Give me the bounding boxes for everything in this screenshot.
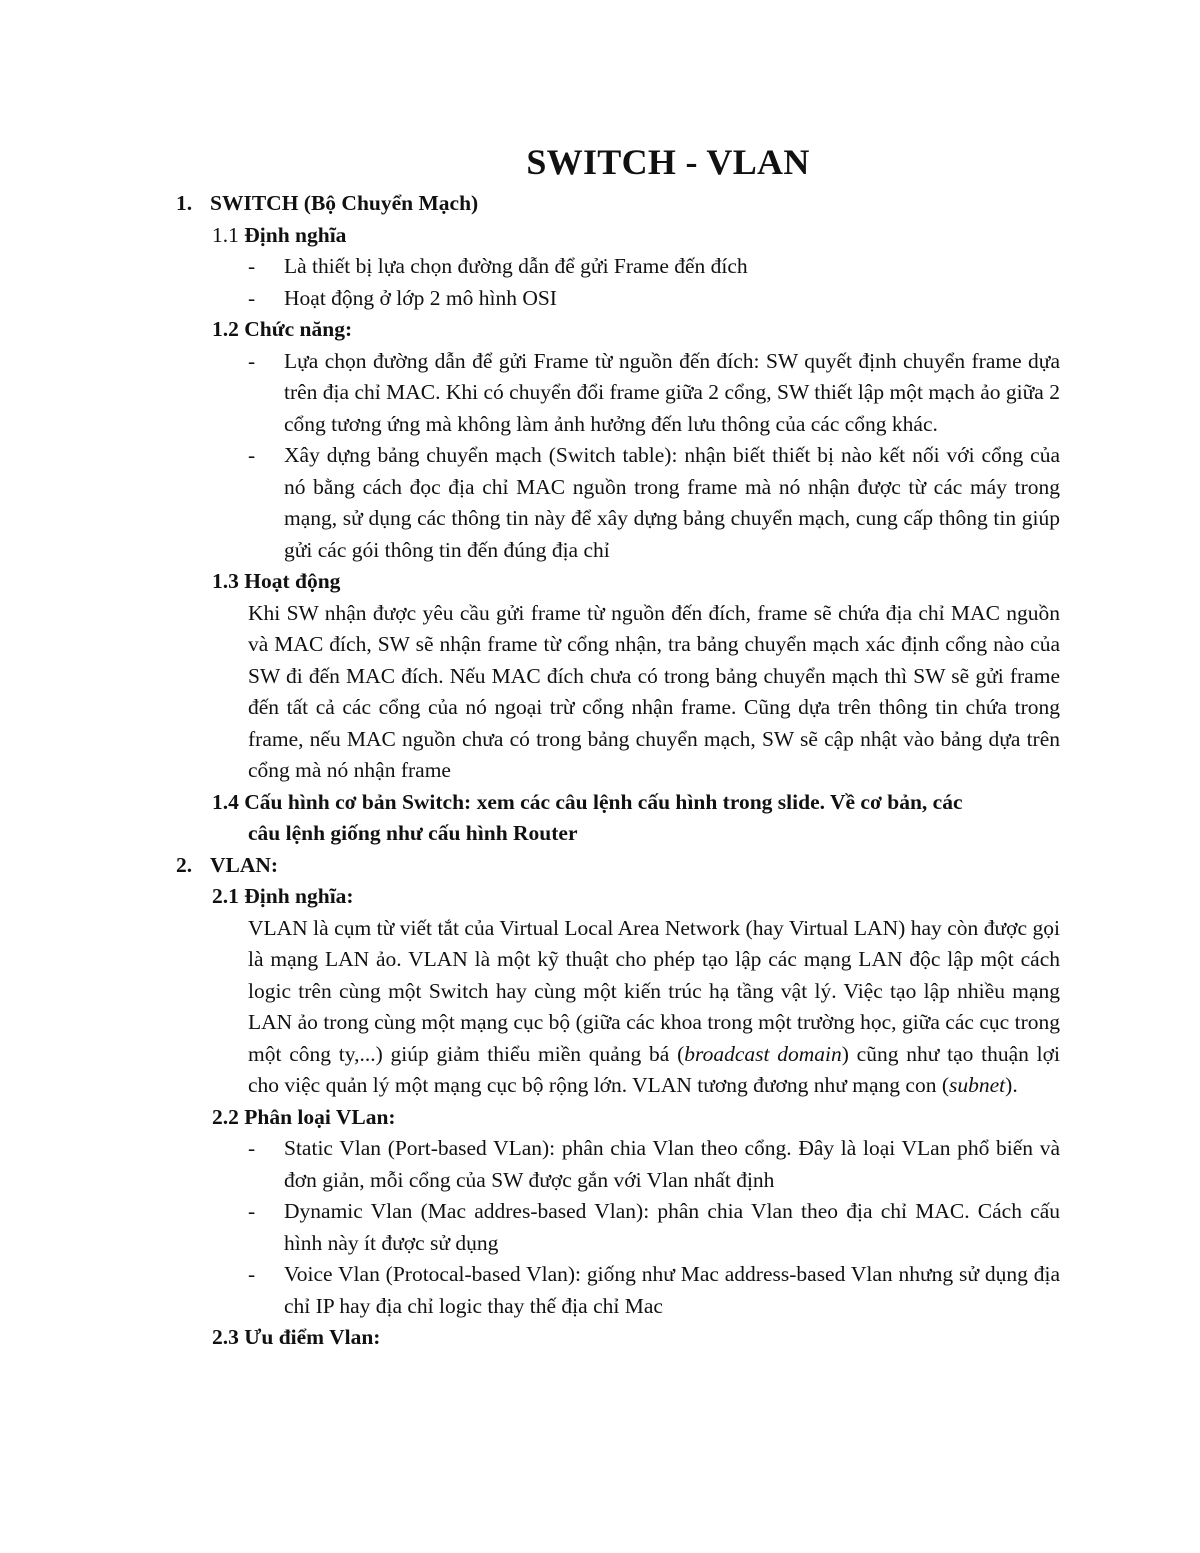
subsection-2-2-title: 2.2 Phân loại VLan:	[212, 1104, 396, 1129]
subsection-2-1-heading	[0, 881, 1200, 913]
list-item	[0, 283, 1060, 315]
subsection-1-2-heading	[0, 314, 1200, 346]
section-2-number: 2.	[176, 852, 193, 877]
list-item-text: Hoạt động ở lớp 2 mô hình OSI	[284, 285, 557, 310]
list-item-text: Dynamic Vlan (Mac addres-based Vlan): phân chia Vlan theo địa chỉ MAC. Cách cấu hình này ít được sử dụng	[284, 1199, 1060, 1255]
dash-bullet: -	[248, 1136, 256, 1160]
subsection-2-3-heading	[0, 1322, 1200, 1354]
subsection-2-2-heading	[0, 1102, 1200, 1134]
subsection-1-3-heading	[0, 566, 1200, 598]
list-item-text: Là thiết bị lựa chọn đường dẫn để gửi Frame đến đích	[284, 254, 748, 278]
subsection-1-1-list	[0, 251, 1200, 314]
subsection-2-2-list	[0, 1133, 1200, 1322]
dash-bullet: -	[248, 348, 256, 373]
paragraph-italic-term: broadcast domain	[684, 1041, 842, 1066]
subsection-1-3-paragraph: Khi SW nhận được yêu cầu gửi frame từ nguồn đến đích, frame sẽ chứa địa chỉ MAC nguồn và MAC đích, SW sẽ nhận frame từ cổng nhận, tra bảng chuyển mạch xác định cổng nào của SW đi đến MAC đích. Nếu MAC đích chưa có trong bảng chuyển mạch thì SW sẽ gửi frame đến tất cả các cổng của nó ngoại trừ cổng nhận frame. Cũng dựa trên thông tin chứa trong frame, nếu MAC nguồn chưa có trong bảng chuyển mạch, SW sẽ cập nhật vào bảng dựa trên cổng mà nó nhận frame	[248, 600, 1060, 782]
dash-bullet: -	[248, 285, 256, 310]
paragraph-italic-term: subnet	[949, 1073, 1006, 1097]
subsection-1-2-title: 1.2 Chức năng:	[212, 317, 353, 341]
list-item-text: Voice Vlan (Protocal-based Vlan): giống như Mac address-based Vlan nhưng sử dụng địa chỉ IP hay địa chỉ logic thay thế địa chỉ Mac	[284, 1262, 1060, 1318]
subsection-1-1-heading	[0, 220, 1200, 252]
list-item-text: Xây dựng bảng chuyển mạch (Switch table): nhận biết thiết bị nào kết nối với cổng của nó bằng cách đọc địa chỉ MAC nguồn trong frame mà nó nhận được từ các máy trong mạng, sử dụng các thông tin này để xây dựng bảng chuyển mạch, cung cấp thông tin giúp gửi các gói thông tin đến đúng địa chỉ	[284, 443, 1060, 562]
section-2-title: VLAN:	[210, 852, 279, 877]
list-item-text: Lựa chọn đường dẫn để gửi Frame từ nguồn đến đích: SW quyết định chuyển frame dựa trên địa chỉ MAC. Khi có chuyển đổi frame giữa 2 cổng, SW thiết lập một mạch ảo giữa 2 cổng tương ứng mà không làm ảnh hưởng đến lưu thông của các cổng khác.	[284, 348, 1060, 436]
subsection-2-1-paragraph	[0, 913, 1060, 1102]
subsection-1-4-line-1: 1.4 Cấu hình cơ bản Switch: xem các câu lệnh cấu hình trong slide. Về cơ bản, các	[212, 789, 963, 814]
section-1-heading	[0, 188, 1200, 220]
list-item	[0, 346, 1060, 441]
subsection-1-2-list	[0, 346, 1200, 567]
subsection-2-1-title: 2.1 Định nghĩa:	[212, 884, 354, 908]
subsection-1-1-number: 1.1	[212, 222, 239, 247]
subsection-1-1-title: Định nghĩa	[244, 222, 347, 247]
dash-bullet: -	[248, 1262, 256, 1286]
list-item	[0, 440, 1060, 566]
list-item	[0, 1133, 1060, 1196]
dash-bullet: -	[248, 443, 256, 467]
list-item	[0, 1196, 1060, 1259]
subsection-1-4-heading	[0, 787, 1072, 850]
section-2-heading	[0, 850, 1200, 882]
list-item	[0, 1259, 1060, 1322]
section-1-title: SWITCH (Bộ Chuyển Mạch)	[210, 191, 479, 215]
dash-bullet: -	[248, 254, 256, 278]
document-title: SWITCH - VLAN	[526, 142, 810, 182]
paragraph-text: ) cũng như tạo thuận lợi cho việc quản lý một mạng cục bộ rộng lớn. VLAN tương đương như mạng con (	[248, 1041, 1060, 1097]
section-1-number: 1.	[176, 191, 193, 215]
subsection-2-3-title: 2.3 Ưu điểm Vlan:	[212, 1325, 381, 1349]
list-item-text: Static Vlan (Port-based VLan): phân chia Vlan theo cổng. Đây là loại VLan phổ biến và đơn giản, mỗi cổng của SW được gắn với Vlan nhất định	[284, 1136, 1060, 1192]
list-item	[0, 251, 1060, 283]
paragraph-text: VLAN là cụm từ viết tắt của Virtual Local Area Network (hay Virtual LAN) hay còn được gọi là mạng LAN ảo. VLAN là một kỹ thuật cho phép tạo lập các mạng LAN độc lập một cách logic trên cùng một Switch hay cùng một kiến trúc hạ tầng vật lý. Việc tạo lập nhiều mạng LAN ảo trong cùng một mạng cục bộ (giữa các khoa trong một trường học, giữa các cục trong một công ty,...) giúp giảm thiểu miền quảng bá (	[248, 915, 1060, 1066]
paragraph-text: ).	[1005, 1073, 1018, 1097]
subsection-1-4-line-2: câu lệnh giống như cấu hình Router	[248, 821, 578, 845]
subsection-1-3-title: 1.3 Hoạt động	[212, 569, 341, 593]
document-body	[0, 188, 1200, 1354]
dash-bullet: -	[248, 1199, 256, 1223]
